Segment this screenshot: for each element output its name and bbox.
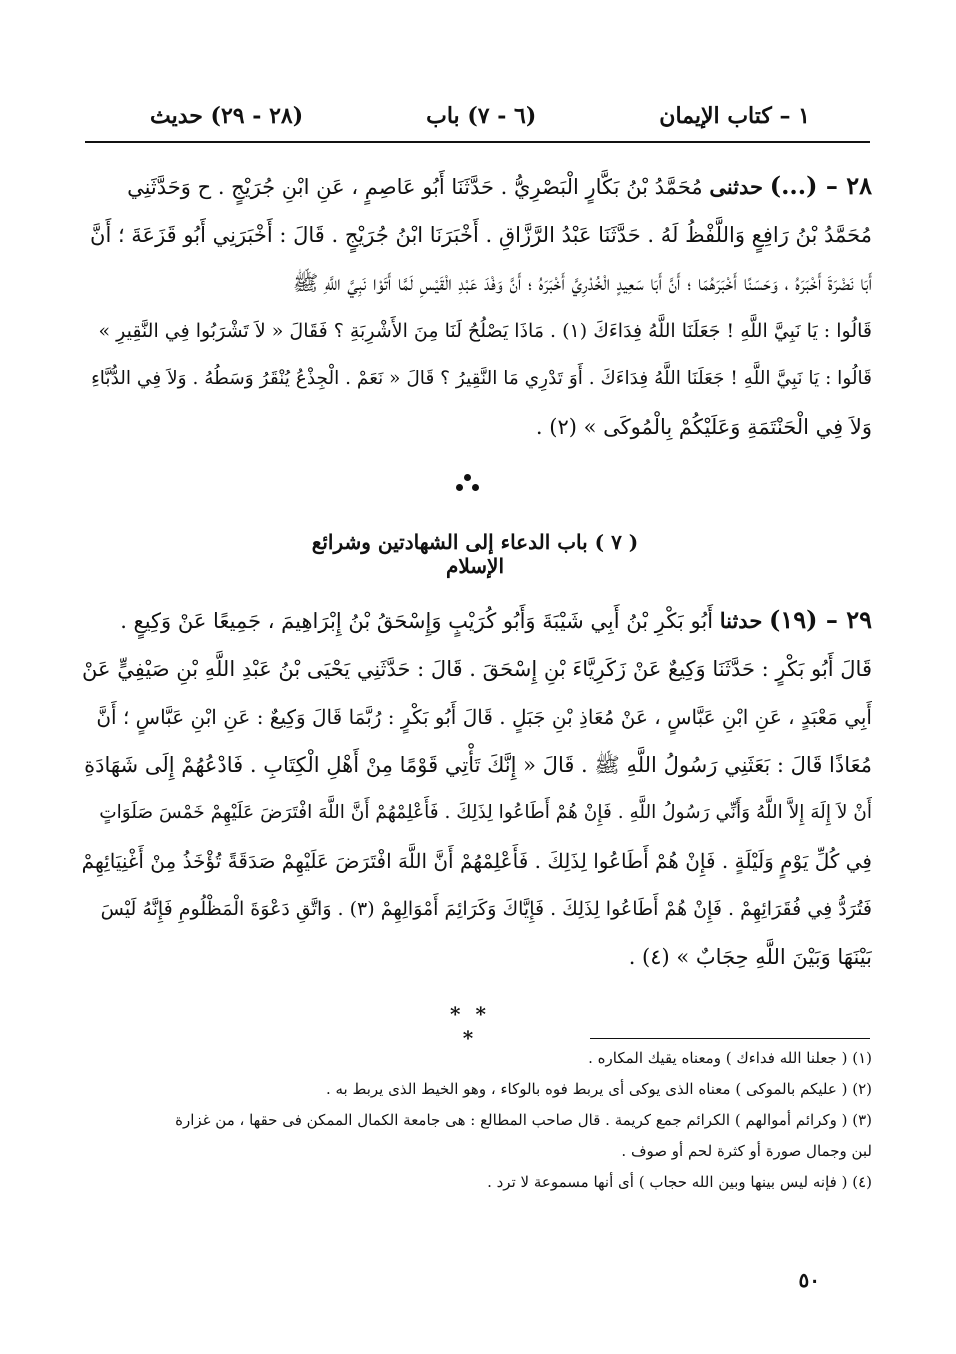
footnote-rule	[590, 1038, 870, 1039]
hadith-line	[82, 596, 872, 645]
header-chapter-range: (٦ - ٧) باب	[426, 103, 537, 129]
divider-dot	[464, 474, 471, 481]
hadith-29	[82, 596, 872, 981]
section-divider-dots	[448, 474, 488, 496]
hadith-line: مُعَاذًا قَالَ : بَعَثَنِي رَسُولُ اللَّهِ ﷺ . قَالَ « إِنَّكَ تَأْتِي قَوْمًا مِنْ أَهْلِ الْكِتَابِ . فَادْعُهُمْ إِلَى شَهَادَةِ	[84, 753, 872, 777]
header-book-title: ١ – كتاب الإيمان	[659, 103, 810, 129]
hadith-text: مُحَمَّدُ بْنُ بَكَّارٍ الْبَصْرِيُّ . حَدَّثَنَا أَبُو عَاصِمٍ ، عَنِ ابْنِ جُرَيْجٍ . ح وَحَدَّثَنِي	[127, 175, 703, 199]
hadith-line: قَالُوا : يَا نَبِيَّ اللَّهِ ! جَعَلَنَا اللَّهُ فِدَاءَكَ . أَوَ تَدْرِي مَا النَّقِيرُ ؟ قَالَ « نَعَمْ . الْجِذْعُ يُنْقَرُ وَسَطُهُ . وَلاَ فِي الدُّبَّاءِ	[91, 368, 872, 389]
footnote: (٤) ( فإنه ليس بينها وبين الله حجاب ) أى أنها مسموعة لا ترد .	[487, 1173, 872, 1191]
footnote-continuation: لبن وجمال صورة أو كثرة لحم أو صوف .	[621, 1142, 872, 1160]
hadith-line: قَالُوا : يَا نَبِيَّ اللَّهِ ! جَعَلَنَا اللَّهُ فِدَاءَكَ (١) . مَاذَا يَصْلُحُ لَنَا مِنَ الأَشْرِبَةِ ؟ فَقَالَ « لاَ تَشْرَبُوا فِي النَّقِيرِ »	[98, 320, 872, 342]
page-number: ٥٠	[798, 1268, 820, 1292]
hadith-line: وَلاَ فِي الْحَنْتَمَةِ وَعَلَيْكُمْ بِالْمُوكَى » (٢) .	[535, 415, 872, 439]
hadith-line: أَبَا نَضْرَةَ أَخْبَرَهُ ، وَحَسَنًا أَخْبَرَهُمَا ؛ أَنَّ أَبَا سَعِيدٍ الْخُدْرِيَّ أَخْبَرَهُ ؛ أَنَّ وَفْدَ عَبْدِ الْقَيْسِ لَمَّا أَتَوْا نَبِيَّ اللَّهِ ﷺ	[292, 271, 872, 295]
divider-dot	[456, 484, 463, 491]
footnote: (١) ( جعلنا الله فداءك ) ومعناه يقيك المكاره .	[588, 1049, 872, 1067]
hadith-28	[82, 162, 872, 451]
divider-dot	[472, 484, 479, 491]
footnote: (٢) ( عليكم بالموكى ) معناه الذى يوكى أى يربط فوه بالوكاء ، وهو الخيط الذى يربط به .	[325, 1080, 872, 1098]
header-rule	[85, 141, 870, 143]
hadith-line: فَتُرَدُّ فِي فُقَرَائِهِمْ . فَإِنْ هُمْ أَطَاعُوا لِذَلِكَ . فَإِيَّاكَ وَكَرَائِمَ أَمْوَالِهِمْ (٣) . وَاتَّقِ دَعْوَةَ الْمَظْلُومِ فَإِنَّهُ لَيْسَ	[100, 898, 872, 920]
chapter-heading: ( ٧ ) باب الدعاء إلى الشهادتين وشرائع الإسلام	[311, 530, 639, 578]
hadith-lead-word: حدثنا	[719, 608, 763, 633]
hadith-line: بَيْنَهَا وَبَيْنَ اللَّهِ حِجَابٌ » (٤) .	[628, 945, 872, 969]
hadith-line: مُحَمَّدُ بْنُ رَافِعٍ وَاللَّفْظُ لَهُ . حَدَّثَنَا عَبْدُ الرَّزَّاقِ . أَخْبَرَنَا ابْنُ جُرَيْجٍ . قَالَ : أَخْبَرَنِي أَبُو قَزَعَةَ ؛ أَنَّ	[90, 223, 872, 247]
hadith-number: ٢٨ – (...)	[769, 171, 872, 200]
hadith-number: ٢٩ – (١٩)	[769, 605, 872, 634]
hadith-line: قَالَ أَبُو بَكْرٍ : حَدَّثَنَا وَكِيعٌ عَنْ زَكَرِيَّاءَ بْنِ إِسْحَقَ . قَالَ : حَدَّثَنِي يَحْيَى بْنُ عَبْدِ اللَّهِ بْنِ صَيْفِيٍّ عَنْ	[82, 657, 872, 681]
hadith-text: أَبُو بَكْرِ بْنُ أَبِي شَيْبَةَ وَأَبُو كُرَيْبٍ وَإِسْحَقُ بْنُ إِبْرَاهِيمَ ، جَمِيعًا عَنْ وَكِيعٍ .	[120, 609, 714, 633]
hadith-line: أَنْ لاَ إِلَهَ إِلاَّ اللَّهُ وَأَنِّي رَسُولُ اللَّهِ . فَإِنْ هُمْ أَطَاعُوا لِذَلِكَ . فَأَعْلِمْهُمْ أَنَّ اللَّهَ افْتَرَضَ عَلَيْهِمْ خَمْسَ صَلَوَاتٍ	[99, 802, 872, 823]
hadith-line	[82, 162, 872, 211]
section-divider-stars: * * *	[450, 1002, 490, 1050]
hadith-lead-word: حدثنى	[709, 174, 764, 199]
running-header	[150, 96, 810, 136]
footnote: (٣) ( وكرائم أموالهم ) الكرائم جمع كريمة . قال صاحب المطالع : هى جامعة الكمال الممكن فى حقها ، من غزارة	[175, 1111, 872, 1129]
hadith-line: فِي كُلِّ يَوْمٍ وَلَيْلَةٍ . فَإِنْ هُمْ أَطَاعُوا لِذَلِكَ . فَأَعْلِمْهُمْ أَنَّ اللَّهَ افْتَرَضَ عَلَيْهِمْ صَدَقَةً تُؤْخَذُ مِنْ أَغْنِيَائِهِمْ	[82, 849, 872, 873]
footnotes	[82, 1043, 872, 1198]
hadith-line: أَبِي مَعْبَدٍ ، عَنِ ابْنِ عَبَّاسٍ ، عَنْ مُعَاذِ بْنِ جَبَلٍ . قَالَ أَبُو بَكْرٍ : رُبَّمَا قَالَ وَكِيعٌ : عَنِ ابْنِ عَبَّاسٍ ؛ أَنَّ	[96, 705, 872, 729]
header-hadith-range: (٢٨ - ٢٩) حديث	[150, 103, 304, 129]
